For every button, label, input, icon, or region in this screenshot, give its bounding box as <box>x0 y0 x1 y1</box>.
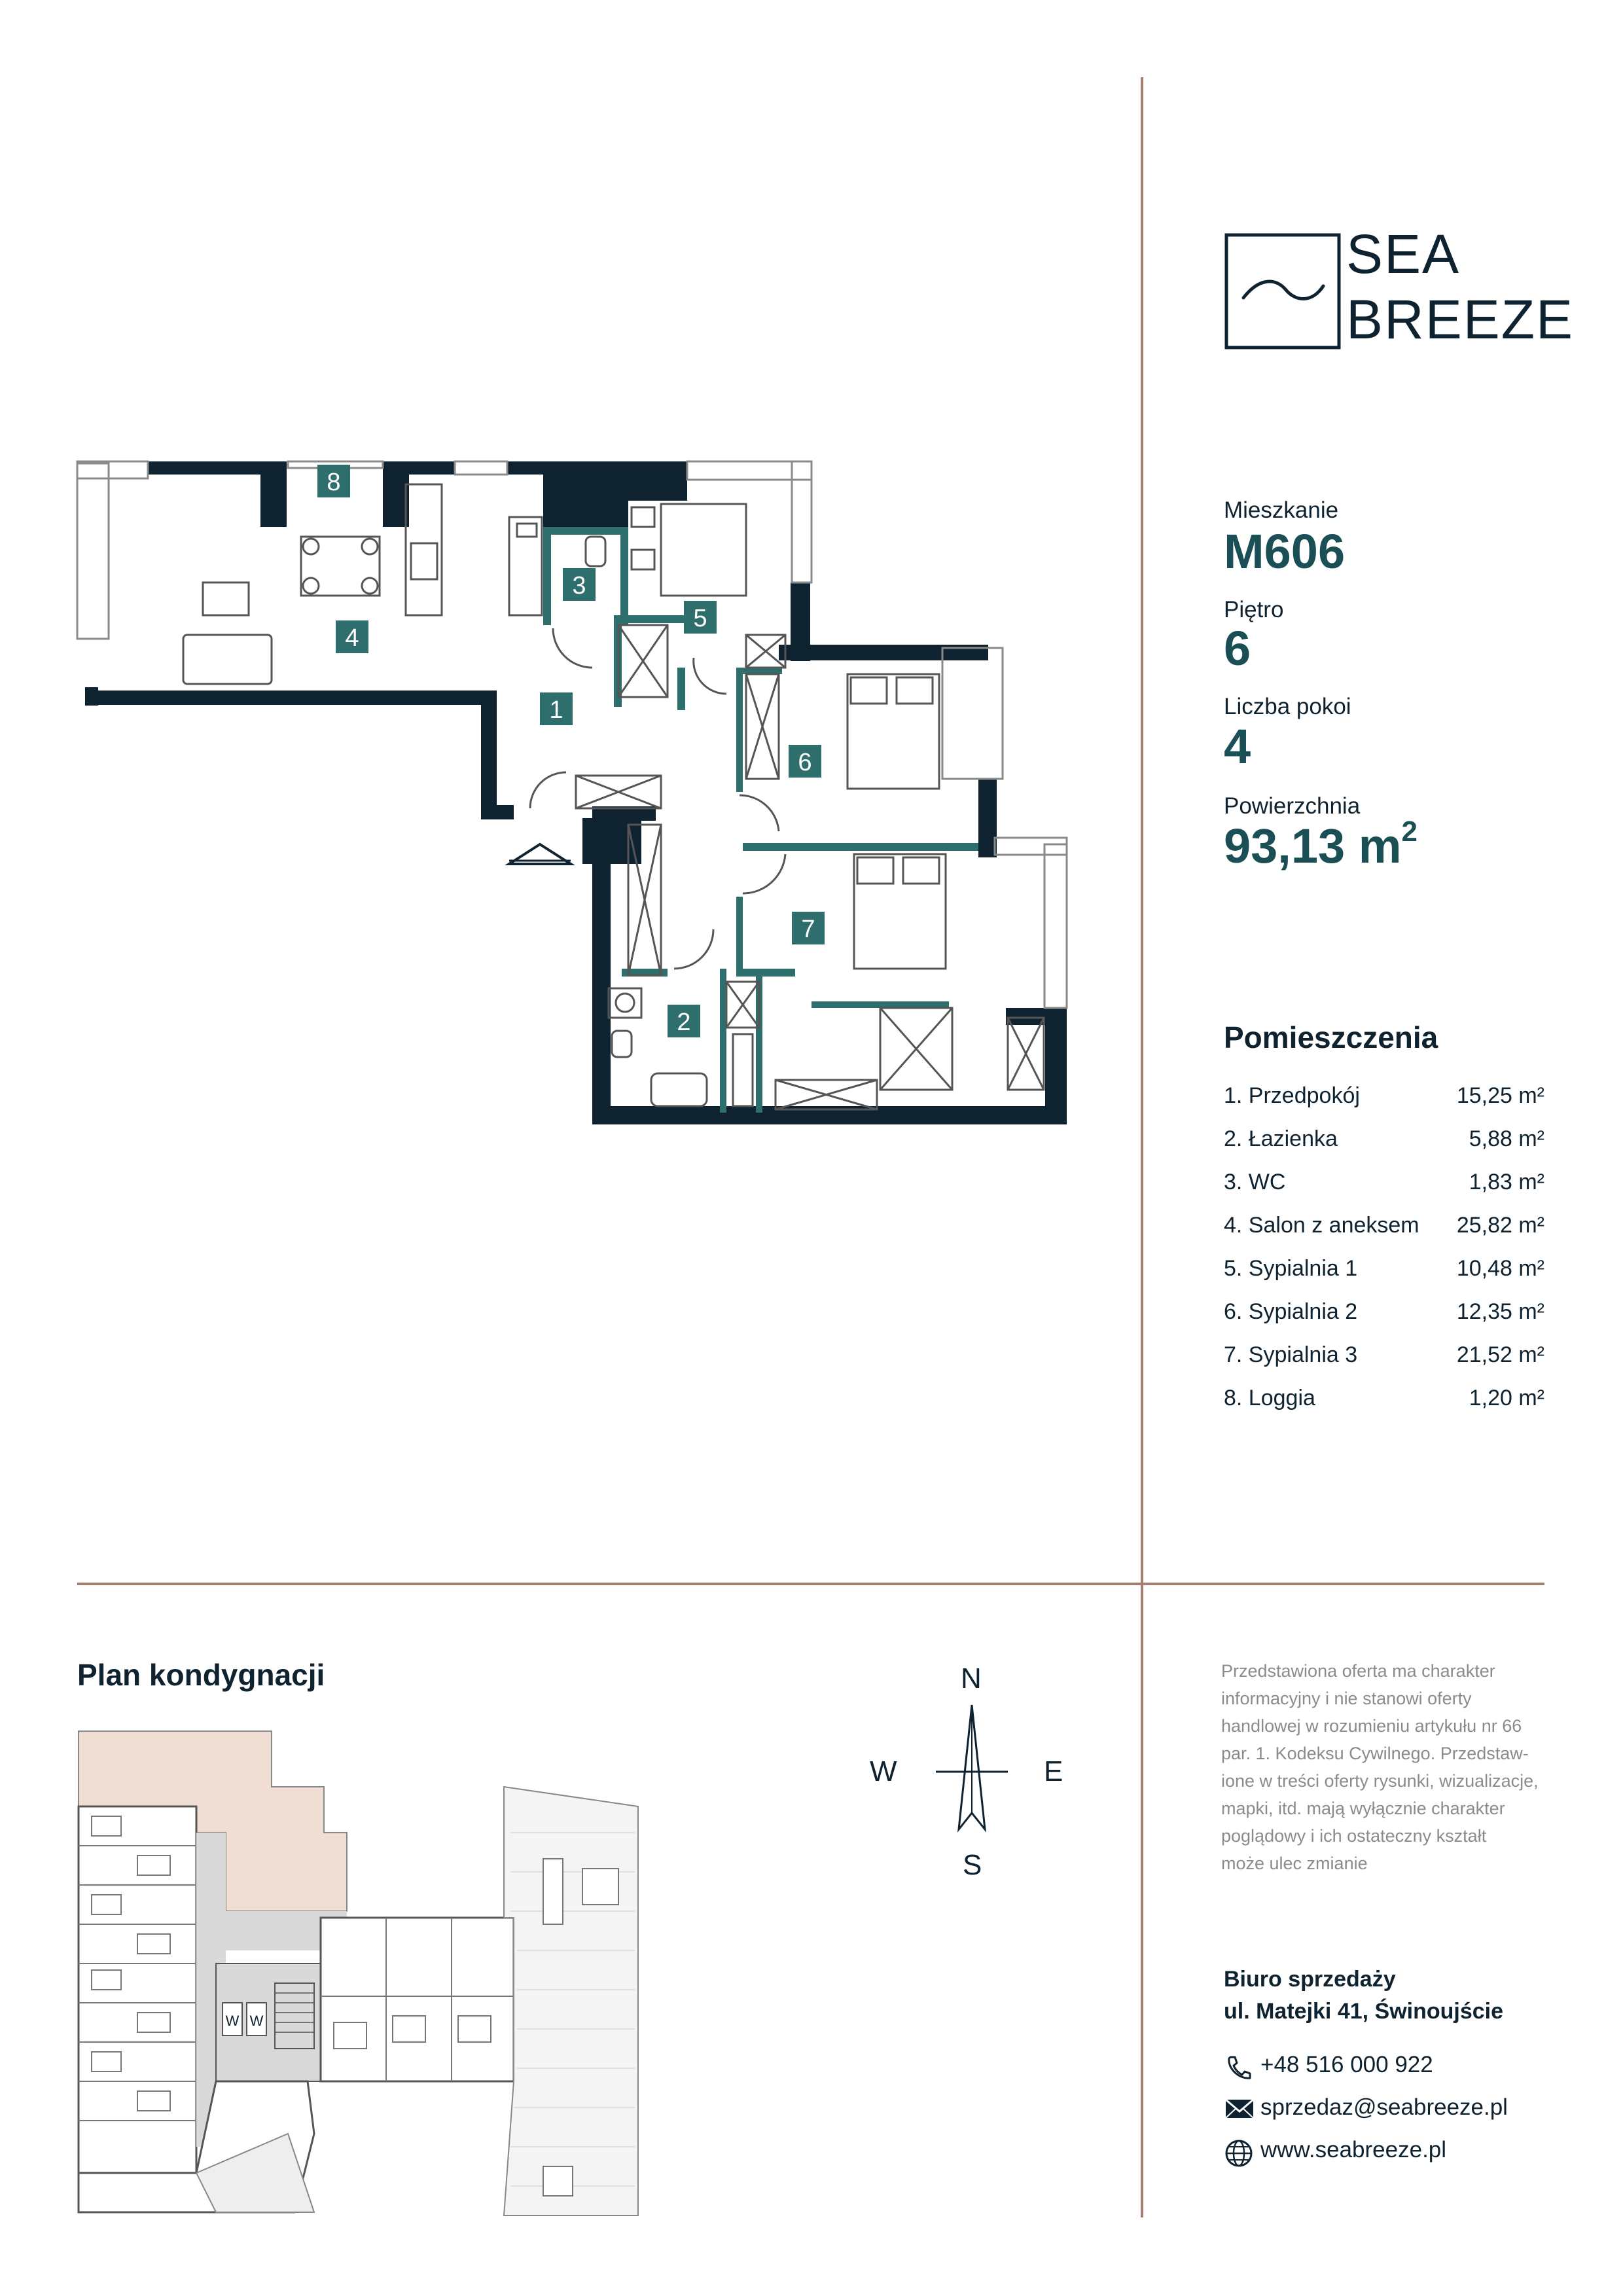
sales-office-title: Biuro sprzedaży <box>1224 1967 1396 1992</box>
disclaimer-line: Przedstawiona oferta ma charakter <box>1221 1661 1495 1681</box>
disclaimer-line: może ulec zmianie <box>1221 1854 1368 1873</box>
rooms-section-title: Pomieszczenia <box>1224 1020 1438 1054</box>
room-area: 25,82 m² <box>1456 1213 1544 1238</box>
room-number-5: 5 <box>693 605 707 632</box>
room-name: 3. WC <box>1224 1170 1286 1194</box>
room-row <box>1224 1256 1544 1295</box>
compass-north: N <box>961 1662 982 1695</box>
room-row <box>1224 1170 1544 1209</box>
disclaimer-text <box>1221 1657 1548 1877</box>
room-number-8: 8 <box>327 469 341 496</box>
phone-number: +48 516 000 922 <box>1260 2052 1433 2077</box>
area-value <box>1224 818 1418 874</box>
compass-south: S <box>963 1849 982 1881</box>
room-row <box>1224 1213 1544 1252</box>
rooms-label: Liczba pokoi <box>1224 694 1351 719</box>
area-superscript: 2 <box>1401 816 1418 848</box>
phone-contact[interactable] <box>1224 2052 1486 2085</box>
room-number-1: 1 <box>549 696 563 724</box>
compass-west: W <box>870 1755 897 1787</box>
website-url: www.seabreeze.pl <box>1260 2137 1447 2162</box>
room-name: 4. Salon z aneksem <box>1224 1213 1419 1238</box>
room-area: 5,88 m² <box>1469 1126 1544 1151</box>
email-icon <box>1224 2096 1255 2122</box>
unit-value: M606 <box>1224 524 1346 579</box>
stair-mark-1: W <box>225 2013 240 2029</box>
compass-east: E <box>1044 1755 1063 1787</box>
room-area: 12,35 m² <box>1456 1299 1544 1324</box>
room-row <box>1224 1299 1544 1338</box>
room-row <box>1224 1126 1544 1166</box>
room-name: 6. Sypialnia 2 <box>1224 1299 1358 1324</box>
room-number-6: 6 <box>798 749 812 776</box>
area-label: Powierzchnia <box>1224 793 1361 819</box>
room-name: 1. Przedpokój <box>1224 1083 1360 1108</box>
website-contact[interactable] <box>1224 2137 1486 2170</box>
brand-line-1: SEA <box>1346 223 1461 285</box>
horizontal-divider <box>77 1583 1544 1585</box>
room-area: 10,48 m² <box>1456 1256 1544 1281</box>
room-row <box>1224 1342 1544 1382</box>
room-row <box>1224 1083 1544 1122</box>
area-number: 93,13 m <box>1224 819 1402 873</box>
disclaimer-line: mapki, itd. mają wyłącznie charakter <box>1221 1799 1505 1818</box>
stair-mark-2: W <box>249 2013 264 2029</box>
room-name: 8. Loggia <box>1224 1386 1315 1410</box>
globe-icon <box>1224 2138 1254 2168</box>
floor-value: 6 <box>1224 621 1251 675</box>
disclaimer-line: par. 1. Kodeksu Cywilnego. Przedstaw- <box>1221 1744 1529 1763</box>
level-plan-diagram <box>75 1728 651 2219</box>
logo-wave-icon <box>1224 232 1342 350</box>
disclaimer-line: ione w treści oferty rysunki, wizualizacje, <box>1221 1771 1539 1791</box>
sales-office-address: ul. Matejki 41, Świnoujście <box>1224 1999 1504 2024</box>
unit-label: Mieszkanie <box>1224 497 1339 523</box>
room-number-4: 4 <box>345 624 359 652</box>
vertical-divider <box>1141 77 1143 2217</box>
room-area: 1,20 m² <box>1469 1386 1544 1410</box>
room-number-7: 7 <box>801 916 815 943</box>
rooms-value: 4 <box>1224 719 1251 774</box>
room-area: 1,83 m² <box>1469 1170 1544 1194</box>
apartment-floor-plan <box>75 458 1080 1132</box>
level-plan-title: Plan kondygnacji <box>77 1658 325 1692</box>
room-name: 5. Sypialnia 1 <box>1224 1256 1358 1281</box>
room-row <box>1224 1386 1544 1425</box>
floor-label: Piętro <box>1224 597 1284 622</box>
compass-needle-icon <box>936 1698 1008 1836</box>
room-number-3: 3 <box>572 572 586 600</box>
brand-line-2: BREEZE <box>1346 289 1575 350</box>
room-area: 21,52 m² <box>1456 1342 1544 1367</box>
phone-icon <box>1224 2053 1253 2082</box>
disclaimer-line: informacyjny i nie stanowi oferty <box>1221 1689 1472 1708</box>
room-area: 15,25 m² <box>1456 1083 1544 1108</box>
disclaimer-line: poglądowy i ich ostateczny kształt <box>1221 1826 1487 1846</box>
room-number-2: 2 <box>677 1009 691 1036</box>
room-name: 2. Łazienka <box>1224 1126 1338 1151</box>
disclaimer-line: handlowej w rozumieniu artykułu nr 66 <box>1221 1716 1522 1736</box>
email-contact[interactable] <box>1224 2094 1525 2127</box>
email-address: sprzedaz@seabreeze.pl <box>1260 2094 1508 2120</box>
room-name: 7. Sypialnia 3 <box>1224 1342 1358 1367</box>
